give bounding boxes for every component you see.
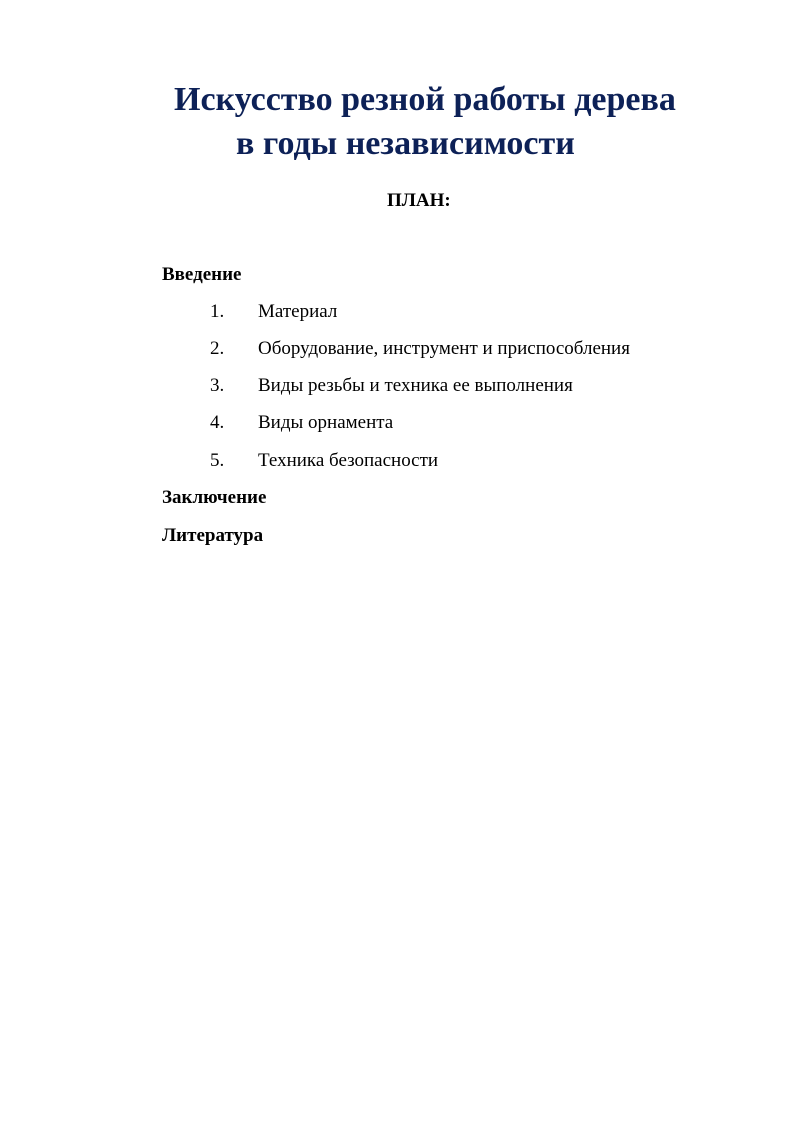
toc-item: [0, 338, 800, 360]
toc-item: [0, 301, 800, 323]
toc-item-text: Виды резьбы и техника ее выполнения: [258, 375, 573, 396]
document-title-line-2: в годы независимости: [236, 125, 575, 162]
toc-intro: Введение: [162, 264, 242, 285]
toc-item-text: Техника безопасности: [258, 450, 439, 471]
toc-item: [0, 412, 800, 434]
document-title-line-1: Искусство резной работы дерева: [174, 81, 676, 118]
toc-item-text: Материал: [258, 301, 338, 322]
toc-item: [0, 450, 800, 472]
toc-item-number: 3.: [210, 375, 225, 396]
toc-conclusion: Заключение: [162, 487, 267, 508]
toc-item-text: Оборудование, инструмент и приспособления: [258, 338, 630, 359]
plan-heading: ПЛАН:: [387, 190, 451, 211]
toc-item: [0, 375, 800, 397]
toc-item-text: Виды орнамента: [258, 412, 394, 433]
toc-item-number: 1.: [210, 301, 225, 322]
toc-item-number: 4.: [210, 412, 225, 433]
toc-item-number: 2.: [210, 338, 225, 359]
toc-item-number: 5.: [210, 450, 225, 471]
toc-literature: Литература: [162, 525, 264, 546]
